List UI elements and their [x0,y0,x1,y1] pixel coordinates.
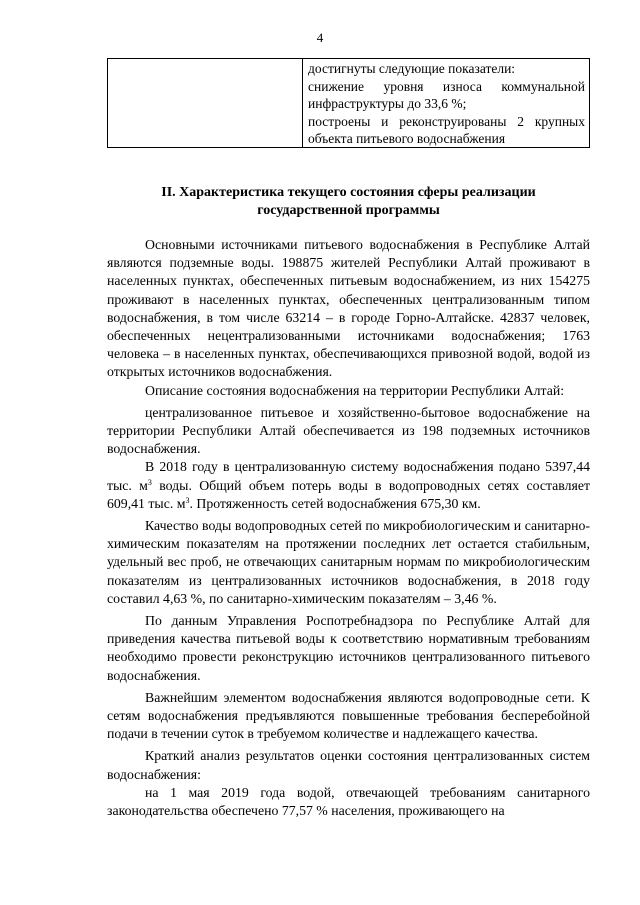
cubic-superscript: 3 [185,495,190,505]
paragraph-centralized-supply: централизованное питьевое и хозяйственно-бытовое водоснабжение на территории Республики Алтай обеспечивается из 198 подземных источников водоснабжения. [107,404,590,457]
paragraph-analysis-intro: Краткий анализ результатов оценки состояния централизованных систем водоснабжения: [107,748,590,782]
paragraph-networks: Важнейшим элементом водоснабжения являются водопроводные сети. К сетям водоснабжения предъявляются повышенные требования бесперебойной подачи в течении суток в требуемом количестве и надлежащего качества. [107,689,590,742]
volume-text-c: . Протяженность сетей водоснабжения 675,30 км. [189,495,481,511]
cubic-superscript: 3 [147,477,152,487]
paragraph-sources: Основными источниками питьевого водоснабжения в Республике Алтай являются подземные воды. 198875 жителей Республики Алтай проживают в населенных пунктах, обеспеченных питьевым водоснабжением, из них 154275 проживают в населенных пунктах, обеспеченных централизованным типом водоснабжения, в том числе 63214 – в городе Горно-Алтайске. 42837 человек, обеспеченных нецентрализованными источниками водоснабжения; 1763 человека – в населенных пунктах, обеспечивающихся привозной водой, водой из открытых источников водоснабжения. [107,237,590,380]
continuation-table [107,58,590,148]
table-cell-line: достигнуты следующие показатели: [308,61,516,76]
table-cell-line: снижение уровня износа коммунальной инфраструктуры до 33,6 %; [308,78,585,111]
section-heading: II. Характеристика текущего состояния сферы реализации государственной программы [161,185,536,218]
paragraph-rospotrebnadzor: По данным Управления Роспотребнадзора по Республике Алтай для приведения качества питьевой воды к соответствию нормативным требованиям необходимо провести реконструкцию источников централизованного питьевого водоснабжения. [107,613,590,683]
paragraph-water-volume [107,458,590,513]
volume-text-a: В 2018 году в централизованную систему водоснабжения подано 5397,44 тыс. м [107,459,590,493]
table-cell-right [303,59,589,147]
paragraph-may-2019: на 1 мая 2019 года водой, отвечающей требованиям санитарного законодательства обеспечено 77,57 % населения, проживающего на [107,784,590,819]
document-body [107,236,590,820]
volume-text-b: воды. Общий объем потерь воды в водопроводных сетях составляет 609,41 тыс. м [107,477,590,511]
table-cell-left [108,59,303,147]
paragraph-water-quality: Качество воды водопроводных сетей по микробиологическим и санитарно-химическим показателям на протяжении последних лет остается стабильным, удельный вес проб, не отвечающих санитарным нормам по микробиологическим показателям из централизованных источников водоснабжения, в 2018 году составил 4,63 %, по санитарно-химическим показателям – 3,46 %. [107,518,590,606]
paragraph-description-intro: Описание состояния водоснабжения на территории Республики Алтай: [145,382,565,398]
table-cell-line: построены и реконструированы 2 крупных объекта питьевого водоснабжения [308,113,585,146]
page-number: 4 [316,30,324,45]
